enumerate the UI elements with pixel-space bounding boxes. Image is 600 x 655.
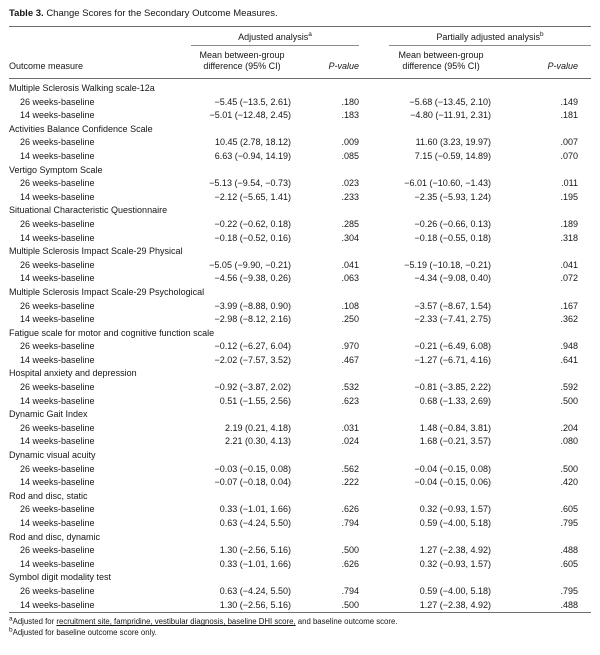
partial-mean-diff-cell: −5.68 (−13.45, 2.10) — [409, 96, 492, 107]
adjusted-p-value-cell: .233 — [341, 191, 360, 202]
row-spacer-cell — [359, 177, 389, 191]
footnote-text: Adjusted for — [12, 617, 57, 627]
partial-mean-diff-cell: 7.15 (−0.59, 14.89) — [414, 150, 492, 161]
row-spacer-cell — [359, 354, 389, 368]
row-spacer-cell — [359, 422, 389, 436]
partial-p-value-cell: .072 — [560, 273, 579, 284]
adjusted-p-value-cell: .562 — [341, 463, 360, 474]
adjusted-mean-diff-cell: 1.30 (−2.56, 5.16) — [219, 599, 291, 610]
adjusted-mean-diff-cell: −2.12 (−5.65, 1.41) — [214, 191, 291, 202]
partial-p-value-cell: .318 — [560, 232, 579, 243]
partial-mean-diff-cell: −0.21 (−6.49, 6.08) — [414, 341, 492, 352]
adjusted-p-value-cell: .023 — [341, 178, 360, 189]
adjusted-mean-diff-col-header: Mean between-group difference (95% CI) — [191, 46, 293, 79]
data-row — [9, 136, 591, 150]
adjusted-p-value-cell: .970 — [341, 341, 360, 352]
row-label: 26 weeks-baseline — [20, 96, 95, 107]
partially-adjusted-label: Partially adjusted analysis — [436, 32, 540, 42]
section-name: Rod and disc, dynamic — [9, 531, 101, 542]
adjusted-mean-diff-cell: 0.33 (−1.01, 1.66) — [219, 558, 291, 569]
partial-p-value-cell: .070 — [560, 150, 579, 161]
section-header-row — [9, 571, 591, 585]
partial-p-value-cell: .795 — [560, 518, 579, 528]
row-label: 26 weeks-baseline — [20, 218, 95, 229]
adjusted-p-value-cell: .063 — [341, 273, 360, 284]
adjusted-p-value-col-header: P-value — [293, 46, 359, 79]
section-header-row — [9, 123, 591, 137]
row-spacer-cell — [359, 259, 389, 273]
data-row — [9, 109, 591, 123]
partial-p-value-cell: .605 — [560, 504, 579, 515]
adjusted-p-value-cell: .500 — [341, 599, 360, 610]
table-footnotes — [9, 617, 591, 638]
adjusted-p-value-cell: .085 — [341, 150, 360, 161]
table-head — [9, 27, 591, 79]
row-label: 14 weeks-baseline — [20, 558, 95, 569]
row-label: 26 weeks-baseline — [20, 422, 95, 433]
adjusted-p-value-cell: .108 — [341, 300, 360, 311]
row-label: 26 weeks-baseline — [20, 178, 95, 189]
partial-p-value-cell: .488 — [560, 599, 579, 610]
adjusted-mean-diff-cell: −0.18 (−0.52, 0.16) — [214, 232, 291, 243]
partial-mean-diff-cell: 0.32 (−0.93, 1.57) — [419, 504, 492, 515]
partial-mean-diff-cell: 1.68 (−0.21, 3.57) — [419, 436, 492, 447]
row-label: 14 weeks-baseline — [20, 232, 95, 243]
adjusted-mean-diff-cell: 2.19 (0.21, 4.18) — [224, 422, 291, 433]
adjusted-mean-diff-cell: −0.07 (−0.18, 0.04) — [214, 477, 291, 488]
partial-mean-diff-cell: 11.60 (3.23, 19.97) — [415, 137, 492, 148]
partial-mean-diff-cell: 1.27 (−2.38, 4.92) — [419, 599, 492, 610]
adjusted-mean-diff-cell: 0.63 (−4.24, 5.50) — [219, 585, 291, 596]
row-label: 14 weeks-baseline — [20, 436, 95, 447]
row-spacer-cell — [359, 96, 389, 110]
adjusted-p-value-cell: .024 — [341, 436, 360, 447]
partial-p-value-cell: .362 — [560, 314, 579, 325]
section-header-row — [9, 408, 591, 422]
adjusted-mean-diff-cell: 1.30 (−2.56, 5.16) — [219, 545, 291, 556]
section-header-row — [9, 531, 591, 545]
data-row — [9, 558, 591, 572]
partial-mean-diff-cell: −0.04 (−0.15, 0.06) — [414, 477, 492, 488]
row-spacer-cell — [359, 381, 389, 395]
column-header-spacer — [359, 46, 389, 79]
adjusted-mean-diff-cell: −5.01 (−12.48, 2.45) — [209, 110, 291, 121]
adjusted-p-value-cell: .180 — [341, 96, 360, 107]
row-spacer-cell — [359, 313, 389, 327]
column-header-row — [9, 46, 591, 79]
adjusted-p-value-cell: .500 — [341, 545, 360, 556]
row-label: 26 weeks-baseline — [20, 382, 95, 393]
outcomes-table — [9, 26, 591, 613]
adjusted-p-value-cell: .031 — [341, 422, 360, 433]
section-header-row — [9, 367, 591, 381]
partial-mean-diff-cell: −2.35 (−5.93, 1.24) — [414, 191, 492, 202]
footnote-line — [9, 628, 591, 639]
partial-p-value-cell: .189 — [560, 218, 579, 229]
adjusted-mean-diff-cell: 2.21 (0.30, 4.13) — [224, 436, 291, 447]
partial-mean-diff-cell: 0.59 (−4.00, 5.18) — [419, 585, 492, 596]
partial-p-value-cell: .195 — [560, 191, 579, 202]
section-header-row — [9, 490, 591, 504]
section-name: Vertigo Symptom Scale — [9, 164, 103, 175]
section-header-row — [9, 245, 591, 259]
adjusted-mean-diff-cell: −5.05 (−9.90, −0.21) — [209, 259, 291, 270]
section-name: Situational Characteristic Questionnaire — [9, 205, 168, 216]
section-header-row — [9, 204, 591, 218]
section-header-row — [9, 286, 591, 300]
adjusted-p-value-cell: .285 — [341, 218, 360, 229]
row-label: 14 weeks-baseline — [20, 150, 95, 161]
partial-mean-diff-cell: 0.68 (−1.33, 2.69) — [419, 395, 492, 406]
row-label: 26 weeks-baseline — [20, 341, 95, 352]
data-row — [9, 422, 591, 436]
section-name: Fatigue scale for motor and cognitive function scale — [9, 327, 215, 338]
row-label: 14 weeks-baseline — [20, 314, 95, 325]
adjusted-p-value-cell: .467 — [341, 354, 360, 365]
row-spacer-cell — [359, 232, 389, 246]
section-name: Dynamic visual acuity — [9, 450, 96, 461]
partial-p-value-cell: .641 — [560, 354, 579, 365]
adjusted-p-value-cell: .532 — [341, 382, 360, 393]
partial-p-value-col-header: P-value — [493, 46, 591, 79]
section-name: Dynamic Gait Index — [9, 409, 88, 420]
data-row — [9, 544, 591, 558]
data-row — [9, 517, 591, 531]
data-row — [9, 232, 591, 246]
table-title — [9, 8, 591, 20]
row-spacer-cell — [359, 300, 389, 314]
data-row — [9, 435, 591, 449]
section-name: Multiple Sclerosis Walking scale-12a — [9, 83, 155, 93]
data-row — [9, 585, 591, 599]
adjusted-mean-diff-cell: −0.92 (−3.87, 2.02) — [214, 382, 291, 393]
row-label: 14 weeks-baseline — [20, 599, 95, 610]
row-label: 14 weeks-baseline — [20, 395, 95, 406]
data-row — [9, 313, 591, 327]
partial-p-value-cell: .592 — [560, 382, 579, 393]
section-name: Multiple Sclerosis Impact Scale-29 Physical — [9, 246, 183, 257]
partially-adjusted-group-header — [389, 27, 591, 46]
adjusted-mean-diff-cell: 6.63 (−0.94, 14.19) — [214, 150, 291, 161]
table-title-text: Change Scores for the Secondary Outcome Measures. — [46, 8, 278, 19]
adjusted-mean-diff-cell: −5.45 (−13.5, 2.61) — [214, 96, 291, 107]
adjusted-p-value-cell: .304 — [341, 232, 360, 243]
section-header-row — [9, 79, 591, 96]
row-label: 26 weeks-baseline — [20, 259, 95, 270]
row-label: 14 weeks-baseline — [20, 191, 95, 202]
row-label: 14 weeks-baseline — [20, 110, 95, 121]
row-spacer-cell — [359, 558, 389, 572]
row-label: 14 weeks-baseline — [20, 518, 95, 528]
section-name: Hospital anxiety and depression — [9, 368, 137, 379]
footnote-marker: a — [9, 615, 13, 623]
partial-p-value-cell: .149 — [560, 96, 579, 107]
partial-mean-diff-cell: 0.59 (−4.00, 5.18) — [419, 518, 492, 528]
footnote-text: Adjusted for baseline outcome score only. — [12, 627, 157, 637]
data-row — [9, 463, 591, 477]
partial-p-value-cell: .605 — [560, 558, 579, 569]
partial-mean-diff-cell: −0.26 (−0.66, 0.13) — [414, 218, 492, 229]
adjusted-p-value-cell: .626 — [341, 504, 360, 515]
partial-mean-diff-cell: −0.18 (−0.55, 0.18) — [414, 232, 492, 243]
row-spacer-cell — [359, 395, 389, 409]
partial-p-value-cell: .080 — [560, 436, 579, 447]
section-name: Rod and disc, static — [9, 490, 88, 501]
row-label: 14 weeks-baseline — [20, 273, 95, 284]
adjusted-p-value-cell: .794 — [341, 585, 360, 596]
partial-p-value-cell: .500 — [560, 463, 579, 474]
footnote-line — [9, 617, 591, 628]
adjusted-mean-diff-cell: −2.98 (−8.12, 2.16) — [214, 314, 291, 325]
partial-mean-diff-col-header: Mean between-group difference (95% CI) — [389, 46, 493, 79]
row-spacer-cell — [359, 585, 389, 599]
row-spacer-cell — [359, 272, 389, 286]
row-spacer-cell — [359, 503, 389, 517]
partial-p-value-cell: .948 — [560, 341, 579, 352]
row-label: 26 weeks-baseline — [20, 585, 95, 596]
partial-mean-diff-cell: −4.80 (−11.91, 2.31) — [410, 110, 492, 121]
row-spacer-cell — [359, 136, 389, 150]
partial-mean-diff-cell: −5.19 (−10.18, −0.21) — [404, 259, 492, 270]
table-body — [9, 79, 591, 613]
row-spacer-cell — [359, 150, 389, 164]
adjusted-p-value-cell: .183 — [341, 110, 360, 121]
adjusted-analysis-group-header — [191, 27, 359, 46]
data-row — [9, 272, 591, 286]
row-label: 26 weeks-baseline — [20, 137, 95, 148]
partial-p-value-cell: .795 — [560, 585, 579, 596]
adjusted-mean-diff-cell: −2.02 (−7.57, 3.52) — [214, 354, 291, 365]
table-title-label: Table 3. — [9, 8, 44, 19]
partial-p-value-cell: .500 — [560, 395, 579, 406]
footnote-text: and baseline outcome score. — [295, 617, 398, 627]
row-label: 26 weeks-baseline — [20, 545, 95, 556]
data-row — [9, 218, 591, 232]
partial-p-value-cell: .181 — [560, 110, 579, 121]
adjusted-mean-diff-cell: −0.03 (−0.15, 0.08) — [214, 463, 291, 474]
adjusted-p-value-cell: .041 — [341, 259, 360, 270]
row-spacer-cell — [359, 109, 389, 123]
adjusted-mean-diff-cell: 0.51 (−1.55, 2.56) — [219, 395, 291, 406]
row-spacer-cell — [359, 191, 389, 205]
data-row — [9, 476, 591, 490]
partial-mean-diff-cell: −3.57 (−8.67, 1.54) — [414, 300, 492, 311]
section-name: Activities Balance Confidence Scale — [9, 123, 153, 134]
partial-mean-diff-cell: −0.81 (−3.85, 2.22) — [414, 382, 492, 393]
partial-mean-diff-cell: −4.34 (−9.08, 0.40) — [414, 273, 492, 284]
section-header-row — [9, 449, 591, 463]
adjusted-p-value-cell: .009 — [341, 137, 360, 148]
partial-p-value-cell: .041 — [560, 259, 579, 270]
data-row — [9, 96, 591, 110]
footnote-marker: b — [9, 626, 13, 634]
partially-adjusted-footnote-marker: b — [539, 31, 544, 38]
adjusted-mean-diff-cell: −3.99 (−8.88, 0.90) — [214, 300, 291, 311]
adjusted-mean-diff-cell: 0.33 (−1.01, 1.66) — [219, 504, 291, 515]
group-header-row — [9, 27, 591, 46]
adjusted-analysis-footnote-marker: a — [308, 31, 312, 38]
adjusted-mean-diff-cell: 10.45 (2.78, 18.12) — [214, 137, 291, 148]
data-row — [9, 191, 591, 205]
partial-mean-diff-cell: −1.27 (−6.71, 4.16) — [414, 354, 492, 365]
adjusted-analysis-label: Adjusted analysis — [238, 32, 309, 42]
data-row — [9, 300, 591, 314]
row-spacer-cell — [359, 218, 389, 232]
row-spacer-cell — [359, 599, 389, 613]
adjusted-mean-diff-cell: −0.22 (−0.62, 0.18) — [214, 218, 291, 229]
adjusted-mean-diff-cell: 0.63 (−4.24, 5.50) — [219, 518, 291, 528]
data-row — [9, 259, 591, 273]
section-name: Symbol digit modality test — [9, 572, 112, 583]
row-spacer-cell — [359, 463, 389, 477]
adjusted-mean-diff-cell: −0.12 (−6.27, 6.04) — [214, 341, 291, 352]
row-label: 14 weeks-baseline — [20, 354, 95, 365]
partial-mean-diff-cell: −6.01 (−10.60, −1.43) — [404, 178, 492, 189]
row-spacer-cell — [359, 517, 389, 531]
partial-mean-diff-cell: 1.48 (−0.84, 3.81) — [419, 422, 492, 433]
adjusted-mean-diff-cell: −4.56 (−9.38, 0.26) — [214, 273, 291, 284]
row-label: 26 weeks-baseline — [20, 504, 95, 515]
adjusted-mean-diff-cell: −5.13 (−9.54, −0.73) — [209, 178, 291, 189]
section-name: Multiple Sclerosis Impact Scale-29 Psychological — [9, 286, 205, 297]
footnote-text: recruitment site, fampridine, vestibular diagnosis, baseline DHI score, — [56, 617, 296, 627]
partial-mean-diff-cell: −2.33 (−7.41, 2.75) — [414, 314, 492, 325]
row-spacer-cell — [359, 340, 389, 354]
row-spacer-cell — [359, 476, 389, 490]
partial-p-value-cell: .007 — [560, 137, 579, 148]
partial-mean-diff-cell: 0.32 (−0.93, 1.57) — [419, 558, 492, 569]
partial-p-value-cell: .011 — [561, 178, 579, 189]
data-row — [9, 340, 591, 354]
adjusted-p-value-cell: .222 — [341, 477, 360, 488]
adjusted-p-value-cell: .623 — [341, 395, 360, 406]
data-row — [9, 381, 591, 395]
partial-p-value-cell: .420 — [560, 477, 579, 488]
adjusted-p-value-cell: .794 — [341, 518, 360, 528]
section-header-row — [9, 164, 591, 178]
group-header-blank — [9, 27, 191, 46]
group-header-spacer — [359, 27, 389, 46]
outcome-measure-col-header: Outcome measure — [9, 46, 191, 79]
row-spacer-cell — [359, 435, 389, 449]
adjusted-p-value-cell: .626 — [341, 558, 360, 569]
adjusted-p-value-cell: .250 — [341, 314, 360, 325]
partial-p-value-cell: .204 — [560, 422, 579, 433]
partial-p-value-cell: .167 — [560, 300, 579, 311]
data-row — [9, 599, 591, 613]
row-label: 14 weeks-baseline — [20, 477, 95, 488]
section-header-row — [9, 327, 591, 341]
partial-p-value-cell: .488 — [560, 545, 579, 556]
data-row — [9, 503, 591, 517]
row-label: 26 weeks-baseline — [20, 463, 95, 474]
row-spacer-cell — [359, 544, 389, 558]
row-label: 26 weeks-baseline — [20, 300, 95, 311]
data-row — [9, 354, 591, 368]
partial-mean-diff-cell: 1.27 (−2.38, 4.92) — [419, 545, 492, 556]
data-row — [9, 150, 591, 164]
data-row — [9, 395, 591, 409]
partial-mean-diff-cell: −0.04 (−0.15, 0.08) — [414, 463, 492, 474]
data-row — [9, 177, 591, 191]
